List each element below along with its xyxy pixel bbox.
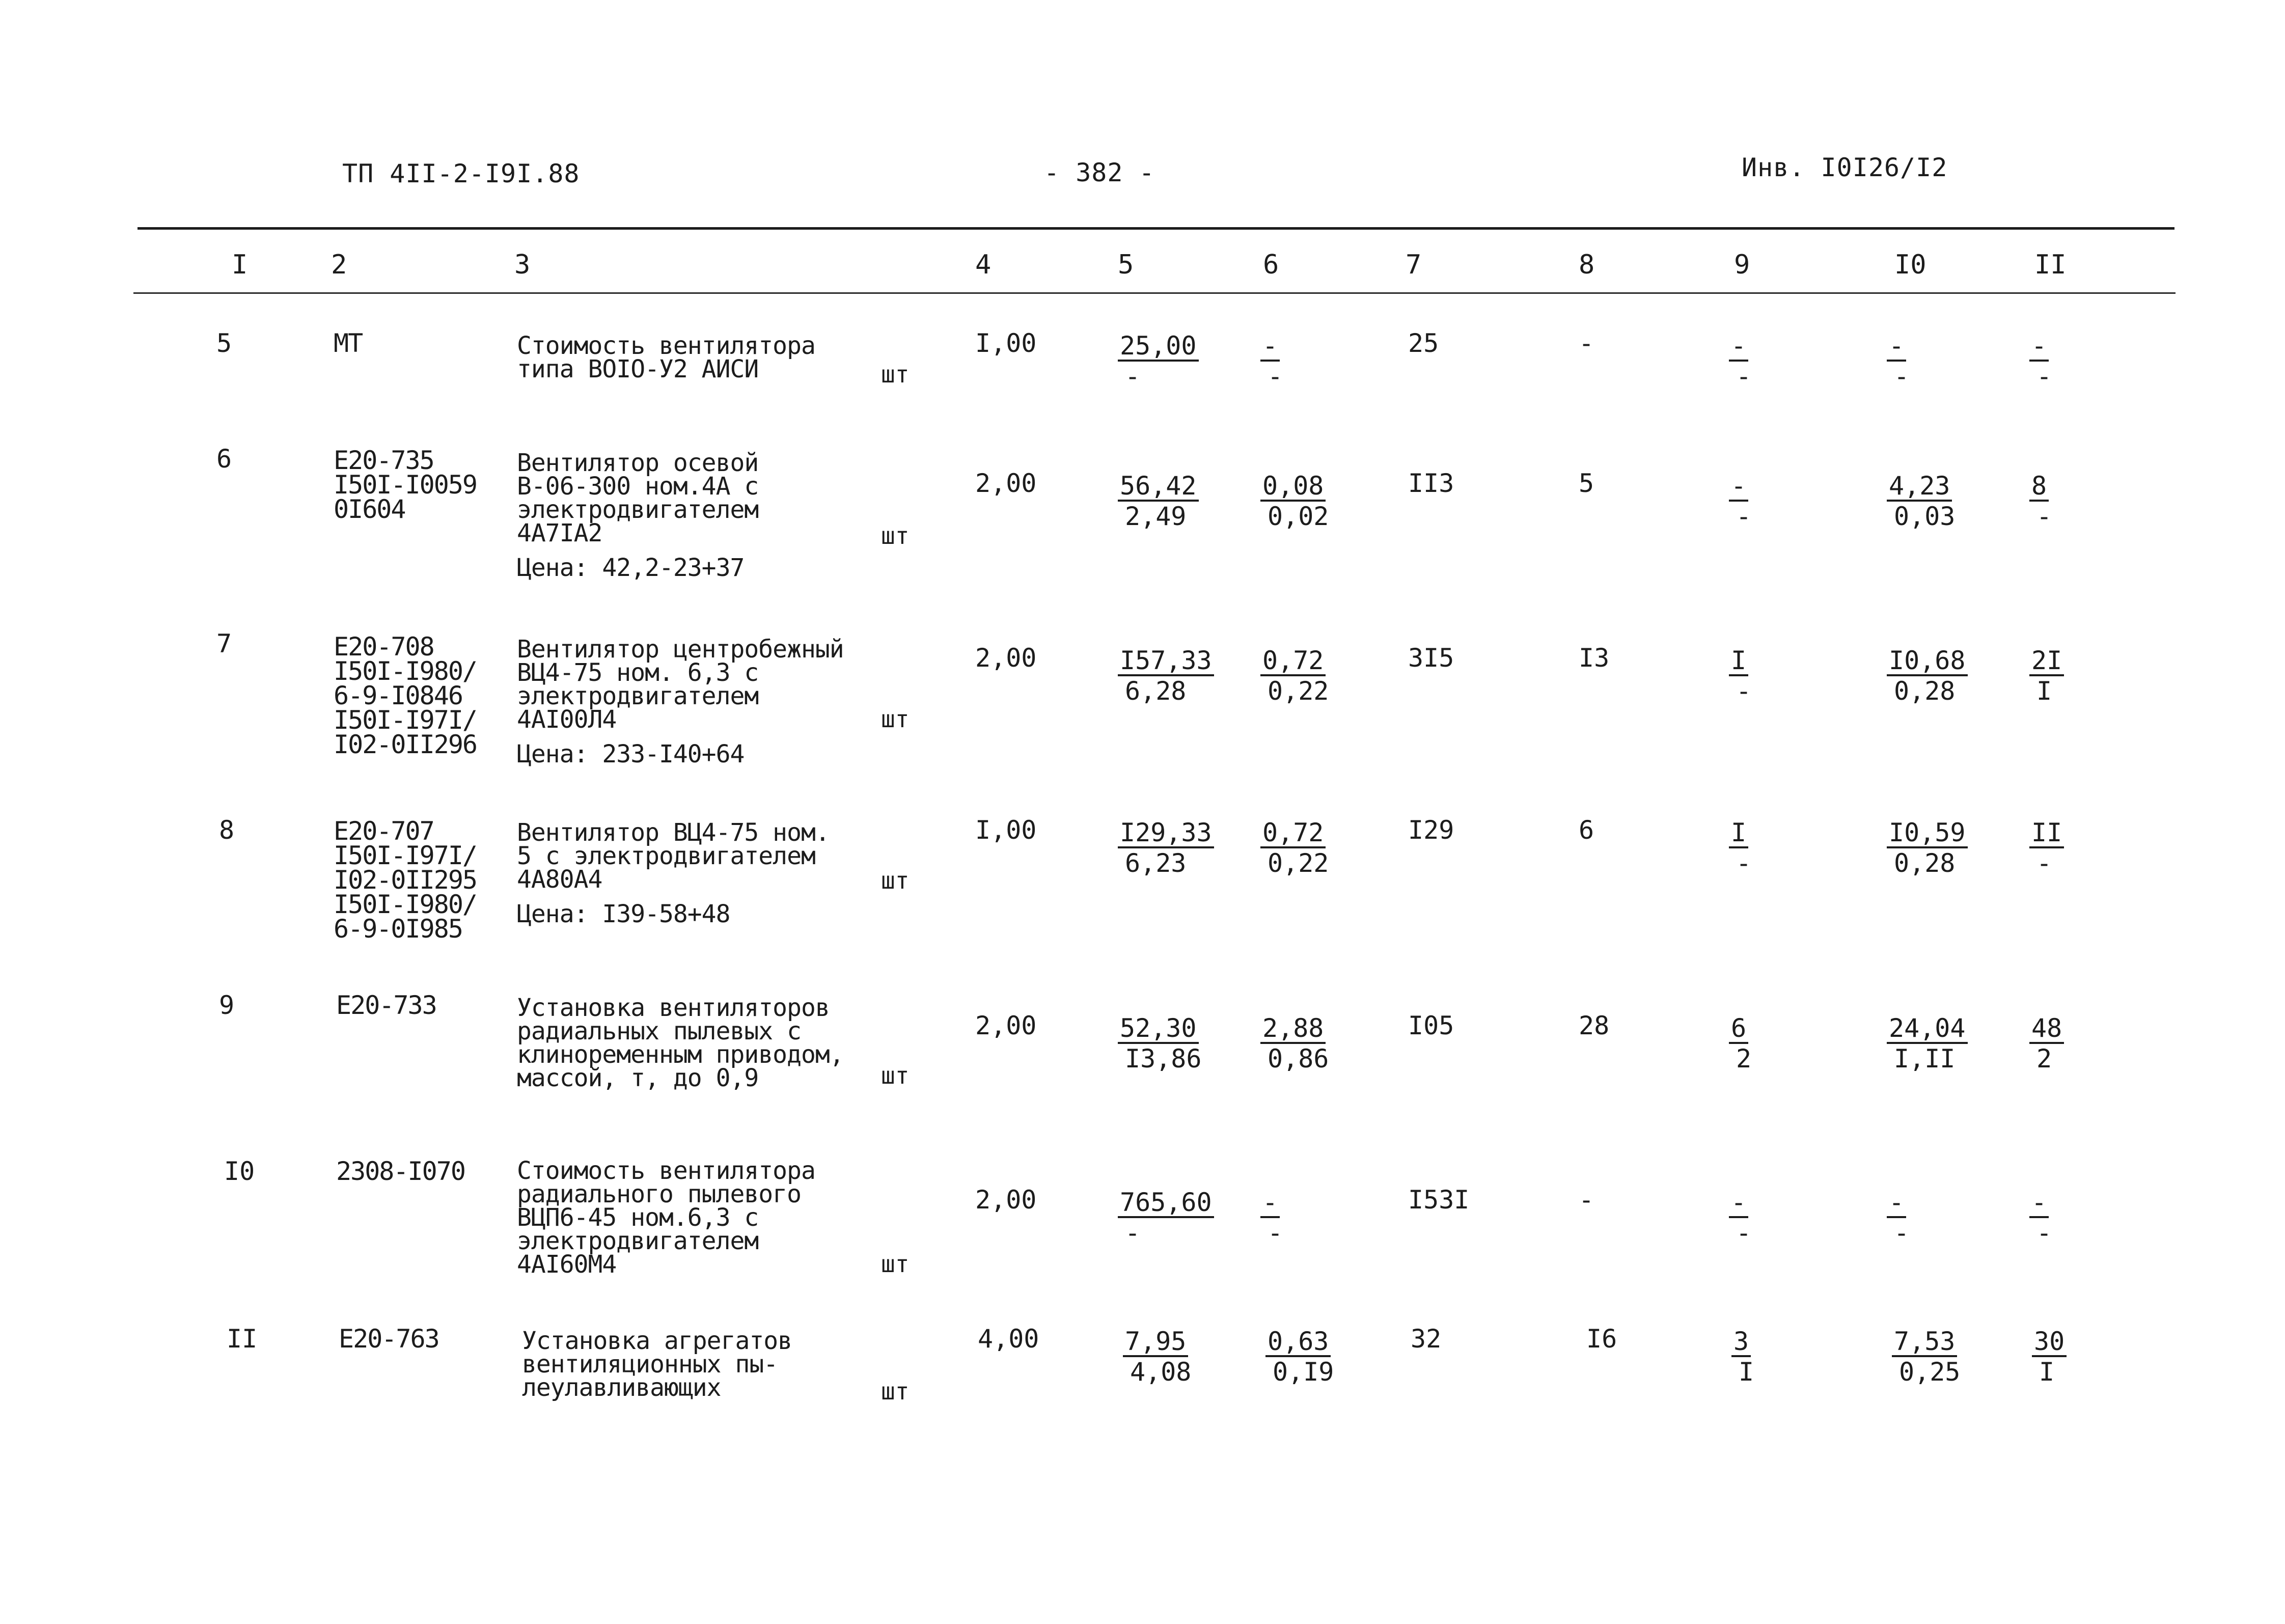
reference-code [334,816,477,944]
col-header-10: I0 [1894,250,1926,280]
denominator: - [1736,676,1752,706]
denominator: I3,86 [1125,1044,1202,1074]
col5-value [1118,818,1214,878]
col-header-4: 4 [975,250,992,280]
item-description [517,1157,815,1279]
description-line: леулавливающих [522,1373,721,1402]
reference-line: I50I-I97I/ [334,841,477,870]
price-note: Цена: 42,2-23+37 [517,554,745,582]
denominator: 0,22 [1268,848,1329,878]
denominator: 6,23 [1125,848,1187,878]
unit-of-measure: шт [881,867,910,894]
numerator: 6 [1729,1015,1748,1044]
col11-value [2029,1188,2052,1248]
denominator: 0,03 [1894,502,1956,531]
numerator: - [1260,1190,1280,1218]
denominator: 0,25 [1899,1357,1961,1387]
reference-line: МТ [334,328,363,358]
document-code: ТП 4II-2-I9I.88 [342,159,580,188]
col-header-3: 3 [514,250,531,280]
numerator: 4,23 [1887,473,1952,502]
numerator: - [1887,1190,1906,1218]
denominator: - [1736,362,1752,391]
numerator: - [1887,333,1906,362]
denominator: 0,I9 [1273,1357,1334,1387]
row-number: 7 [216,629,232,658]
col9-value [1729,471,1751,531]
numerator: I0,59 [1887,820,1968,848]
description-line: вентиляционных пы- [522,1350,778,1379]
denominator: I [2036,676,2052,706]
denominator: 0,22 [1268,676,1329,706]
numerator: 0,72 [1260,820,1326,848]
col-header-8: 8 [1579,250,1595,280]
quantity: I,00 [975,815,1037,845]
numerator: 2I [2029,648,2064,676]
unit-of-measure: шт [881,705,910,733]
reference-code [336,1157,465,1186]
item-description [517,451,758,580]
col10-value [1892,1327,1960,1387]
col7-value: 3I5 [1408,643,1454,673]
reference-line: I50I-I980/ [334,656,477,686]
row-number: 6 [216,444,232,474]
col6-value [1265,1327,1334,1387]
numerator: - [1729,333,1748,362]
quantity: 4,00 [978,1324,1039,1354]
col8-value: 5 [1579,469,1594,498]
reference-line: I02-0II295 [334,865,477,895]
description-line: Вентилятор центробежный [517,635,844,664]
denominator: - [1125,362,1141,391]
col6-value [1260,646,1329,706]
col10-value [1887,1013,1968,1074]
col8-value: - [1579,328,1594,358]
numerator: 765,60 [1118,1190,1214,1218]
col7-value: I05 [1408,1011,1454,1040]
row-number: II [227,1324,258,1354]
col8-value: I6 [1586,1324,1617,1354]
denominator: - [2036,502,2052,531]
reference-line: 6-9-0I985 [334,914,462,944]
numerator: 7,95 [1123,1329,1188,1357]
numerator: - [2029,1190,2049,1218]
reference-line: Е20-733 [336,990,436,1020]
description-line: В-06-300 ном.4А с [517,472,759,501]
reference-line: Е20-708 [334,632,434,662]
row-number: 5 [216,328,232,358]
col7-value: 32 [1411,1324,1442,1354]
numerator: I0,68 [1887,648,1968,676]
description-line: 4АI60М4 [517,1250,617,1279]
reference-code [334,446,477,524]
numerator: 56,42 [1118,473,1199,502]
numerator: - [1729,473,1748,502]
table-header-rule [133,292,2176,294]
price-note: Цена: 233-I40+64 [517,740,745,768]
quantity: 2,00 [975,643,1037,673]
page-number: - 382 - [1044,158,1155,187]
description-line: Вентилятор осевой [517,449,759,477]
col6-value [1260,1188,1283,1248]
quantity: I,00 [975,328,1037,358]
unit-of-measure: шт [881,1062,910,1089]
numerator: - [1260,333,1280,362]
description-line: 5 с электродвигателем [517,842,815,870]
numerator: - [1729,1190,1748,1218]
description-line: типа ВОIO-У2 АИСИ [517,355,759,383]
reference-line: I50I-I0059 [334,470,477,500]
numerator: I29,33 [1118,820,1214,848]
col8-value: I3 [1579,643,1610,673]
denominator: I [1739,1357,1754,1387]
description-line: Установка агрегатов [522,1327,792,1355]
col7-value: 25 [1408,328,1439,358]
col10-value [1887,331,1909,391]
denominator: - [1736,848,1752,878]
denominator: - [1894,1218,1910,1248]
reference-code [336,990,436,1020]
col-header-1: I [232,250,248,280]
denominator: - [1268,362,1283,391]
col-header-11: II [2034,250,2067,280]
reference-code [339,1324,439,1354]
col10-value [1887,646,1968,706]
denominator: I [2039,1357,2055,1387]
col10-value [1887,818,1968,878]
col9-value [1729,331,1751,391]
description-line: массой, т, до 0,9 [517,1064,759,1092]
reference-line: I50I-I97I/ [334,705,477,735]
reference-code [334,632,477,759]
item-description [517,635,844,768]
row-number: 9 [219,990,235,1020]
description-line: клиноременным приводом, [517,1040,844,1069]
col11-value [2029,471,2052,531]
col11-value [2032,1327,2067,1387]
numerator: 7,53 [1892,1329,1957,1357]
row-number: I0 [224,1157,255,1186]
description-line: Стоимость вентилятора [517,1157,815,1185]
quantity: 2,00 [975,469,1037,498]
col5-value [1118,1188,1214,1248]
description-line: Установка вентиляторов [517,994,830,1022]
reference-line: 2308-I070 [336,1157,465,1186]
denominator: 0,02 [1268,502,1329,531]
item-description [517,334,815,381]
denominator: 6,28 [1125,676,1187,706]
row-number: 8 [219,815,235,845]
col10-value [1887,471,1955,531]
item-description [517,996,844,1090]
description-line: электродвигателем [517,1227,759,1255]
col6-value [1260,331,1283,391]
col6-value [1260,818,1329,878]
description-line: электродвигателем [517,682,759,710]
numerator: 52,30 [1118,1015,1199,1044]
reference-line: I02-0II296 [334,730,477,759]
col10-value [1887,1188,1909,1248]
col8-value: 6 [1579,815,1594,845]
col-header-9: 9 [1734,250,1750,280]
col11-value [2029,646,2064,706]
description-line: радиальных пылевых с [517,1017,801,1045]
col-header-2: 2 [331,250,347,280]
quantity: 2,00 [975,1011,1037,1040]
col9-value [1731,1327,1754,1387]
denominator: 0,28 [1894,676,1956,706]
numerator: 3 [1731,1329,1751,1357]
col6-value [1260,1013,1329,1074]
description-line: 4А7IА2 [517,519,602,547]
col8-value: - [1579,1185,1594,1215]
reference-line: I50I-I980/ [334,890,477,919]
denominator: - [2036,1218,2052,1248]
numerator: 0,72 [1260,648,1326,676]
description-line: ВЦП6-45 ном.6,3 с [517,1203,759,1232]
description-line: 4А80А4 [517,865,602,894]
numerator: 30 [2032,1329,2067,1357]
col11-value [2029,1013,2064,1074]
numerator: 24,04 [1887,1015,1968,1044]
denominator: - [1894,362,1910,391]
numerator: I [1729,820,1748,848]
denominator: 2,49 [1125,502,1187,531]
denominator: 2 [2036,1044,2052,1074]
numerator: II [2029,820,2064,848]
numerator: 8 [2029,473,2049,502]
numerator: 0,63 [1265,1329,1331,1357]
col8-value: 28 [1579,1011,1610,1040]
numerator: 25,00 [1118,333,1199,362]
description-line: 4АI00Л4 [517,705,617,734]
denominator: - [2036,848,2052,878]
col9-value [1729,818,1751,878]
col5-value [1118,1013,1202,1074]
description-line: Стоимость вентилятора [517,332,815,360]
col5-value [1118,646,1214,706]
unit-of-measure: шт [881,522,910,549]
col11-value [2029,331,2052,391]
denominator: - [1736,502,1752,531]
reference-line: Е20-763 [339,1324,439,1354]
description-line: Вентилятор ВЦ4-75 ном. [517,818,830,847]
reference-line: Е20-707 [334,816,434,846]
numerator: I57,33 [1118,648,1214,676]
inventory-number: Инв. I0I26/I2 [1742,153,1948,182]
table-top-rule [137,227,2174,230]
col9-value [1729,1013,1751,1074]
description-line: радиального пылевого [517,1180,801,1208]
reference-line: 0I604 [334,494,405,524]
unit-of-measure: шт [881,361,910,388]
reference-line: Е20-735 [334,446,434,475]
description-line: ВЦ4-75 ном. 6,3 с [517,658,759,687]
col-header-7: 7 [1406,250,1422,280]
denominator: 0,28 [1894,848,1956,878]
item-description [517,818,830,928]
item-description [522,1327,792,1402]
numerator: 2,88 [1260,1015,1326,1044]
col-header-5: 5 [1118,250,1134,280]
numerator: 48 [2029,1015,2064,1044]
quantity: 2,00 [975,1185,1037,1215]
denominator: 4,08 [1130,1357,1192,1387]
col-header-6: 6 [1263,250,1279,280]
unit-of-measure: шт [881,1378,910,1405]
numerator: I [1729,648,1748,676]
col11-value [2029,818,2064,878]
col7-value: II3 [1408,469,1454,498]
denominator: - [1125,1218,1141,1248]
unit-of-measure: шт [881,1250,910,1278]
col5-value [1118,471,1199,531]
price-note: Цена: I39-58+48 [517,900,730,928]
description-line: электродвигателем [517,496,759,524]
numerator: - [2029,333,2049,362]
col9-value [1729,646,1751,706]
col5-value [1123,1327,1191,1387]
denominator: - [1268,1218,1283,1248]
col5-value [1118,331,1199,391]
denominator: I,II [1894,1044,1956,1074]
col6-value [1260,471,1329,531]
denominator: 2 [1736,1044,1752,1074]
denominator: - [2036,362,2052,391]
numerator: 0,08 [1260,473,1326,502]
denominator: 0,86 [1268,1044,1329,1074]
denominator: - [1736,1218,1752,1248]
reference-line: 6-9-I0846 [334,681,462,710]
reference-code [334,328,363,358]
col9-value [1729,1188,1751,1248]
col7-value: I53I [1408,1185,1470,1215]
col7-value: I29 [1408,815,1454,845]
